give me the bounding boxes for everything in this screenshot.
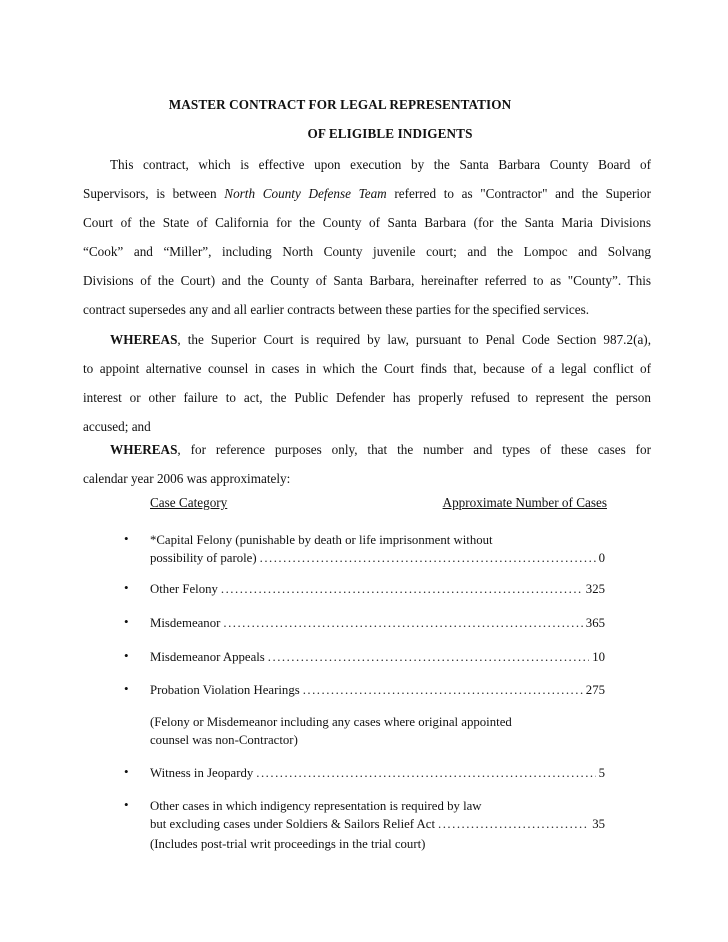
intro-line-3: Court of the State of California for the County of Santa Barbara (for the Santa Maria Divisions: [83, 215, 651, 231]
case-table-header: [150, 495, 607, 511]
case-item-row: [150, 681, 605, 699]
dot-leader: [223, 614, 582, 632]
probation-note: [150, 713, 605, 749]
dot-leader: [221, 580, 583, 598]
case-item-label: possibility of parole): [150, 551, 257, 565]
intro-line-4: “Cook” and “Miller”, including North County juvenile court; and the Lompoc and Solvang: [83, 244, 651, 260]
bullet: •: [124, 531, 129, 546]
bullet: •: [124, 797, 129, 812]
case-item-row: [150, 549, 605, 567]
case-item-label: but excluding cases under Soldiers & Sailors Relief Act: [150, 817, 436, 831]
whereas1-line-3: interest or other failure to act, the Public Defender has properly refused to represent the person: [83, 390, 651, 406]
case-item-value: 35: [592, 817, 605, 831]
case-item-misdemeanor: [124, 614, 605, 632]
whereas2-keyword: WHEREAS: [110, 442, 178, 457]
whereas2-line-1: [83, 435, 651, 464]
case-item-value: 275: [585, 683, 605, 697]
case-item-value: 0: [598, 551, 605, 565]
case-item-row: [150, 614, 605, 632]
other-cases-note: (Includes post-trial writ proceedings in the trial court): [150, 837, 426, 851]
case-item-label: Misdemeanor Appeals: [150, 650, 265, 664]
contractor-name: North County Defense Team: [224, 186, 387, 202]
case-count-header: Approximate Number of Cases: [442, 495, 607, 510]
intro-line-5: Divisions of the Court) and the County of Santa Barbara, hereinafter referred to as "County”. This: [83, 273, 651, 289]
case-item-label: Other Felony: [150, 582, 218, 596]
case-item-line: Other cases in which indigency representation is required by law: [150, 799, 482, 813]
whereas1-line-4: accused; and: [83, 419, 151, 435]
case-item-value: 365: [585, 616, 605, 630]
case-item-probation-violation: [124, 681, 605, 699]
case-item-label: Probation Violation Hearings: [150, 683, 300, 697]
whereas-paragraph-2: [83, 435, 651, 493]
document-title-line-2: OF ELIGIBLE INDIGENTS: [307, 126, 473, 141]
case-item-row: [150, 815, 605, 833]
case-item-label: Misdemeanor: [150, 616, 221, 630]
bullet: •: [124, 648, 129, 663]
whereas1-keyword: WHEREAS: [110, 332, 178, 347]
probation-note-line-1: (Felony or Misdemeanor including any cases where original appointed: [150, 715, 512, 729]
document-title-line-1: MASTER CONTRACT FOR LEGAL REPRESENTATION: [168, 97, 512, 112]
case-item-witness-in-jeopardy: [124, 764, 605, 782]
bullet: •: [124, 614, 129, 629]
case-item-row: [150, 764, 605, 782]
bullet: •: [124, 681, 129, 696]
whereas1-line-1-text: , the Superior Court is required by law, pursuant to Penal Code Section 987.2(a),: [177, 332, 651, 347]
case-item-row: [150, 648, 605, 666]
case-item-value: 5: [598, 766, 605, 780]
case-item-line: *Capital Felony (punishable by death or life imprisonment without: [150, 533, 493, 547]
dot-leader: [303, 681, 583, 699]
probation-note-line-2: counsel was non-Contractor): [150, 733, 298, 747]
case-item-other-cases: [124, 797, 605, 853]
dot-leader: [268, 648, 589, 666]
intro-line-1: This contract, which is effective upon execution by the Santa Barbara County Board of: [110, 157, 651, 172]
whereas1-line-2: to appoint alternative counsel in cases in which the Court finds that, because of a legal conflict of: [83, 361, 651, 377]
intro-line-2-a: Supervisors, is between: [83, 186, 225, 202]
intro-line-2-c: referred to as "Contractor" and the Superior: [386, 186, 651, 202]
case-item-capital-felony: [124, 531, 605, 567]
whereas1-line-1: [83, 325, 651, 354]
intro-paragraph: [83, 150, 651, 325]
case-item-label: Witness in Jeopardy: [150, 766, 254, 780]
case-item-value: 10: [592, 650, 605, 664]
bullet: •: [124, 580, 129, 595]
case-item-misdemeanor-appeals: [124, 648, 605, 666]
intro-line-6: contract supersedes any and all earlier contracts between these parties for the specified services.: [83, 302, 590, 318]
bullet: •: [124, 764, 129, 779]
whereas-paragraph-1: [83, 325, 651, 441]
dot-leader: [256, 764, 595, 782]
whereas2-line-1-text: , for reference purposes only, that the number and types of these cases for: [177, 442, 651, 457]
case-item-row: [150, 580, 605, 598]
case-item-value: 325: [585, 582, 605, 596]
dot-leader: [438, 815, 589, 833]
intro-line-2: [83, 179, 651, 208]
case-category-header: Case Category: [150, 495, 228, 510]
case-item-other-felony: [124, 580, 605, 598]
whereas2-line-2: calendar year 2006 was approximately:: [83, 471, 291, 487]
dot-leader: [260, 549, 596, 567]
